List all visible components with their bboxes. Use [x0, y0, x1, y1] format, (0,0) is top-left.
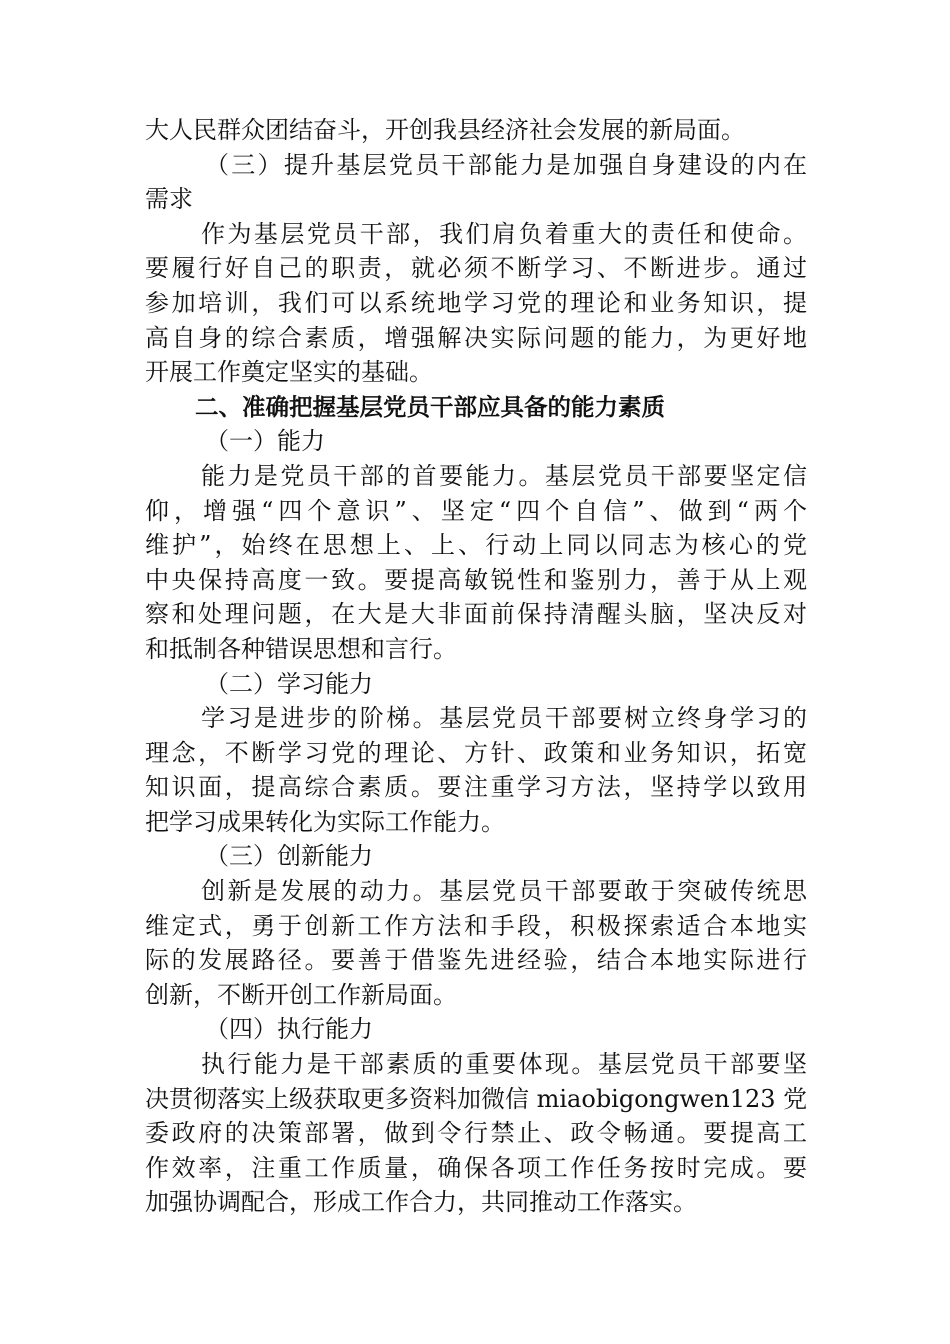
- paragraph-line: 能力是党员干部的首要能力。基层党员干部要坚定信: [201, 461, 807, 490]
- paragraph-line: 维护”，始终在思想上、上、行动上同以同志为核心的党: [145, 531, 807, 560]
- subsection-heading: （一）能力: [205, 427, 325, 456]
- paragraph-line: 高自身的综合素质，增强解决实际问题的能力，为更好地: [145, 323, 807, 352]
- paragraph-line: 察和处理问题，在大是大非面前保持清醒头脑，坚决反对: [145, 600, 807, 629]
- paragraph-line: 际的发展路径。要善于借鉴先进经验，结合本地实际进行: [145, 946, 807, 975]
- paragraph-line: 和抵制各种错误思想和言行。: [145, 634, 457, 663]
- section-heading: 二、准确把握基层党员干部应具备的能力素质: [195, 392, 665, 421]
- paragraph-line: 要履行好自己的职责，就必须不断学习、不断进步。通过: [145, 254, 807, 283]
- subsection-heading: （四）执行能力: [205, 1015, 373, 1044]
- paragraph-line: 创新，不断开创工作新局面。: [145, 980, 457, 1009]
- paragraph-line: 把学习成果转化为实际工作能力。: [145, 807, 505, 836]
- paragraph-line: 参加培训，我们可以系统地学习党的理论和业务知识，提: [145, 288, 807, 317]
- paragraph-line: 理念，不断学习党的理论、方针、政策和业务知识，拓宽: [145, 738, 807, 767]
- paragraph-line: 中央保持高度一致。要提高敏锐性和鉴别力，善于从上观: [145, 565, 807, 594]
- subsection-heading: （三）创新能力: [205, 842, 373, 871]
- paragraph-line: 知识面，提高综合素质。要注重学习方法，坚持学以致用: [145, 773, 807, 802]
- paragraph-line: 维定式，勇于创新工作方法和手段，积极探索适合本地实: [145, 911, 807, 940]
- paragraph-line: 仰，增强“四个意识”、坚定“四个自信”、做到“两个: [145, 496, 807, 525]
- paragraph-line: 加强协调配合，形成工作合力，共同推动工作落实。: [145, 1188, 697, 1217]
- paragraph-line: 决贯彻落实上级获取更多资料加微信 miaobigongwen123 党: [145, 1084, 808, 1113]
- paragraph-line: 作为基层党员干部，我们肩负着重大的责任和使命。: [201, 219, 807, 248]
- paragraph-line: 大人民群众团结奋斗，开创我县经济社会发展的新局面。: [145, 116, 745, 144]
- paragraph-line: 创新是发展的动力。基层党员干部要敢于突破传统思: [201, 877, 807, 906]
- subsection-heading: （三）提升基层党员干部能力是加强自身建设的内在: [205, 150, 807, 179]
- document-body: [145, 113, 807, 1220]
- paragraph-line: 学习是进步的阶梯。基层党员干部要树立终身学习的: [201, 704, 807, 733]
- paragraph-line: 委政府的决策部署，做到令行禁止、政令畅通。要提高工: [145, 1119, 807, 1148]
- paragraph-line: 需求: [145, 185, 193, 214]
- paragraph-line: 作效率，注重工作质量，确保各项工作任务按时完成。要: [145, 1153, 807, 1182]
- subsection-heading: （二）学习能力: [205, 669, 373, 698]
- paragraph-line: 开展工作奠定坚实的基础。: [145, 358, 433, 387]
- paragraph-line: 执行能力是干部素质的重要体现。基层党员干部要坚: [201, 1050, 807, 1079]
